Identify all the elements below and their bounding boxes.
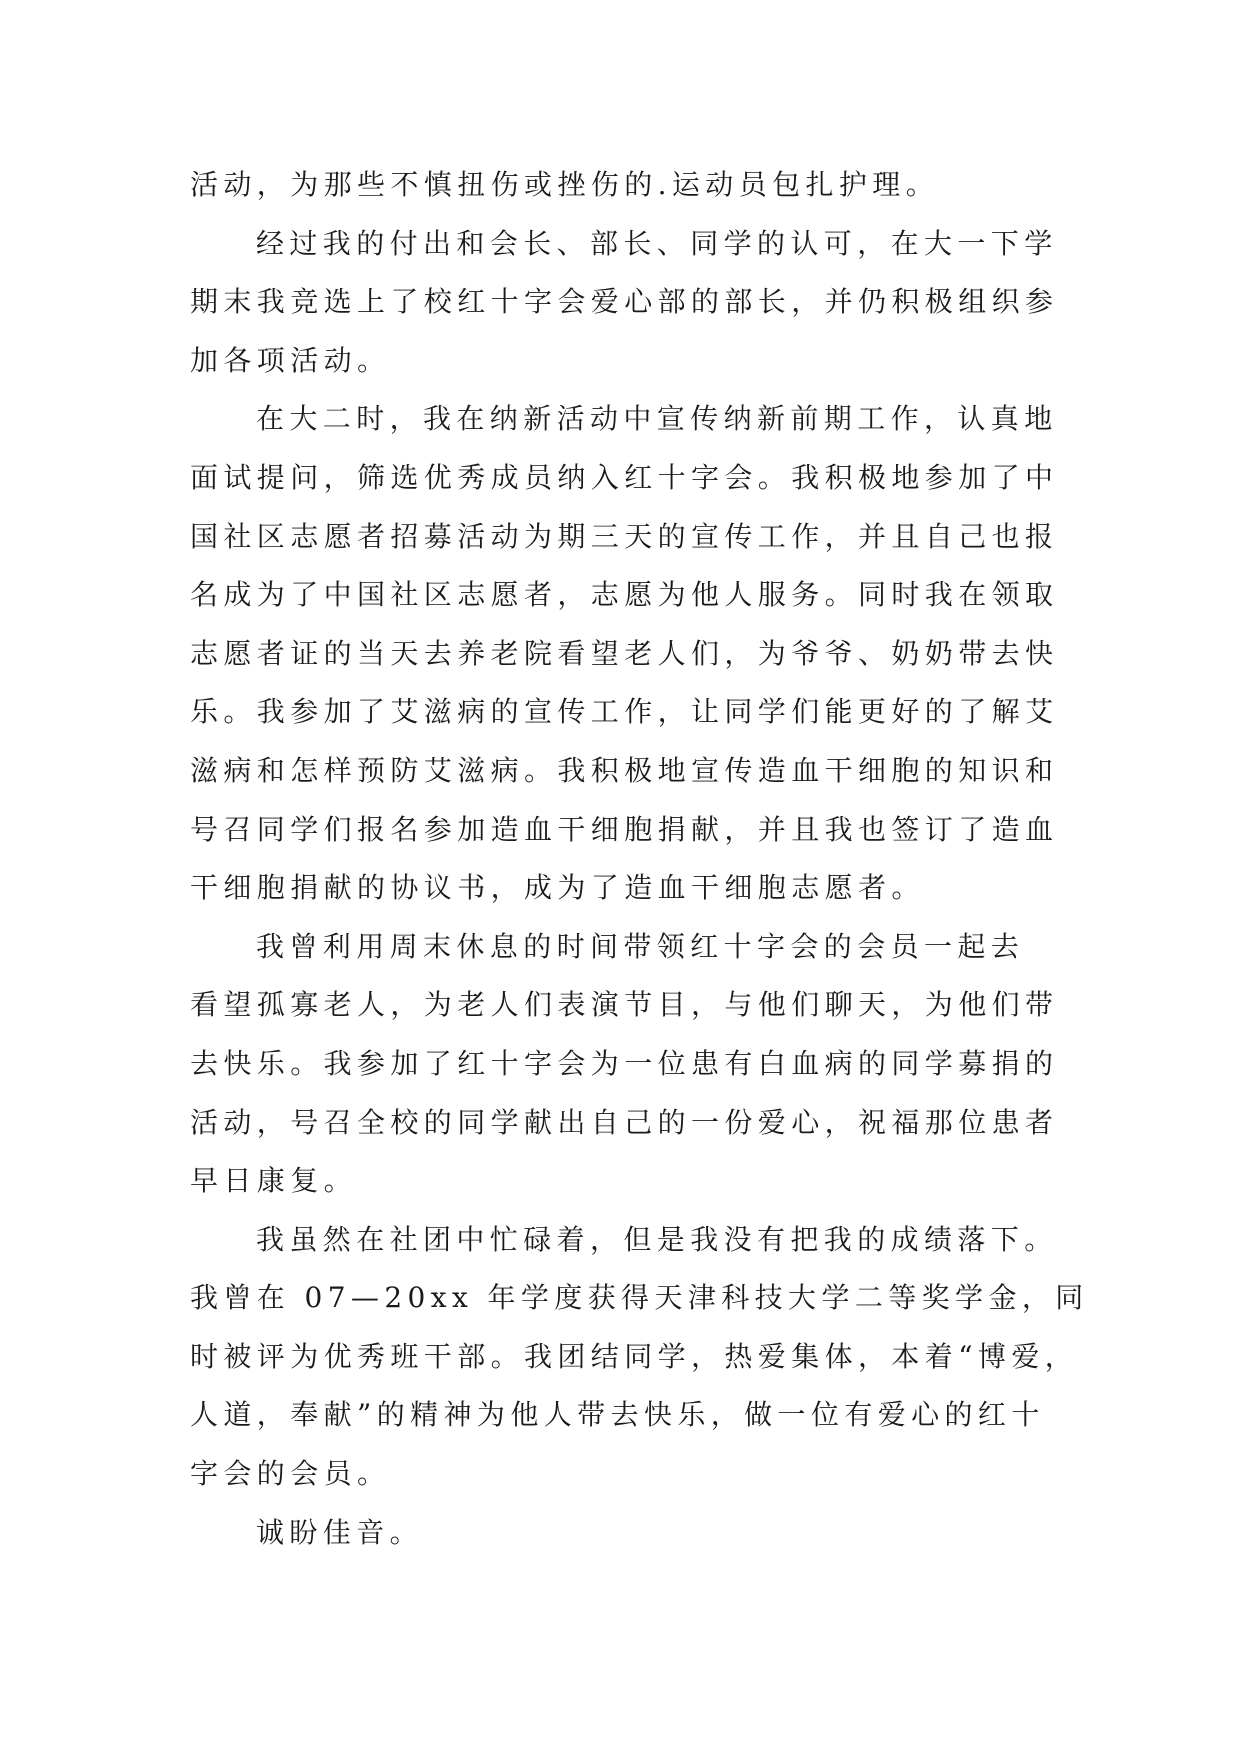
text-line: 我曾利用周末休息的时间带领红十字会的会员一起去: [256, 929, 1025, 963]
letter-body: [190, 156, 1089, 1562]
text-line: 去快乐。我参加了红十字会为一位患有白血病的同学募捐的: [190, 1046, 1059, 1080]
text-line: 活动，号召全校的同学献出自己的一份爱心，祝福那位患者: [190, 1105, 1059, 1139]
text-line: 面试提问，筛选优秀成员纳入红十字会。我积极地参加了中: [190, 460, 1059, 494]
text-line: 人道，奉献”的精神为他人带去快乐，做一位有爱心的红十: [190, 1398, 1045, 1432]
paragraph: [190, 156, 1050, 215]
text-line: 国社区志愿者招募活动为期三天的宣传工作，并且自己也报: [190, 519, 1059, 553]
text-line: 我曾在 07—20xx 年学度获得天津科技大学二等奖学金，同: [190, 1281, 1089, 1315]
text-line: 期末我竞选上了校红十字会爱心部的部长，并仍积极组织参: [190, 285, 1059, 319]
text-line: 时被评为优秀班干部。我团结同学，热爱集体，本着“博爱，: [190, 1339, 1079, 1373]
paragraph: [190, 215, 1059, 391]
text-line: 乐。我参加了艾滋病的宣传工作，让同学们能更好的了解艾: [190, 695, 1059, 729]
text-line: 干细胞捐献的协议书，成为了造血干细胞志愿者。: [190, 871, 925, 905]
text-line: 名成为了中国社区志愿者，志愿为他人服务。同时我在领取: [190, 578, 1059, 612]
text-line: 号召同学们报名参加造血干细胞捐献，并且我也签订了造血: [190, 812, 1059, 846]
text-line: 看望孤寡老人，为老人们表演节目，与他们聊天，为他们带: [190, 988, 1059, 1022]
text-line: 早日康复。: [190, 1164, 358, 1198]
text-line: 滋病和怎样预防艾滋病。我积极地宣传造血干细胞的知识和: [190, 753, 1059, 787]
text-line: 志愿者证的当天去养老院看望老人们，为爷爷、奶奶带去快: [190, 636, 1059, 670]
text-line: 在大二时，我在纳新活动中宣传纳新前期工作，认真地: [256, 402, 1058, 436]
text-line: 活动，为那些不慎扭伤或挫伤的.运动员包扎护理。: [190, 168, 940, 201]
text-line: 我虽然在社团中忙碌着，但是我没有把我的成绩落下。: [256, 1222, 1058, 1256]
paragraph: [190, 390, 1059, 917]
text-line: 字会的会员。: [190, 1457, 391, 1491]
text-line: 经过我的付出和会长、部长、同学的认可，在大一下学: [256, 226, 1058, 260]
text-line: 加各项活动。: [190, 343, 391, 377]
text-line: 诚盼佳音。: [256, 1515, 424, 1549]
paragraph: [190, 1504, 1050, 1563]
paragraph: [190, 918, 1059, 1211]
paragraph: [190, 1211, 1089, 1504]
